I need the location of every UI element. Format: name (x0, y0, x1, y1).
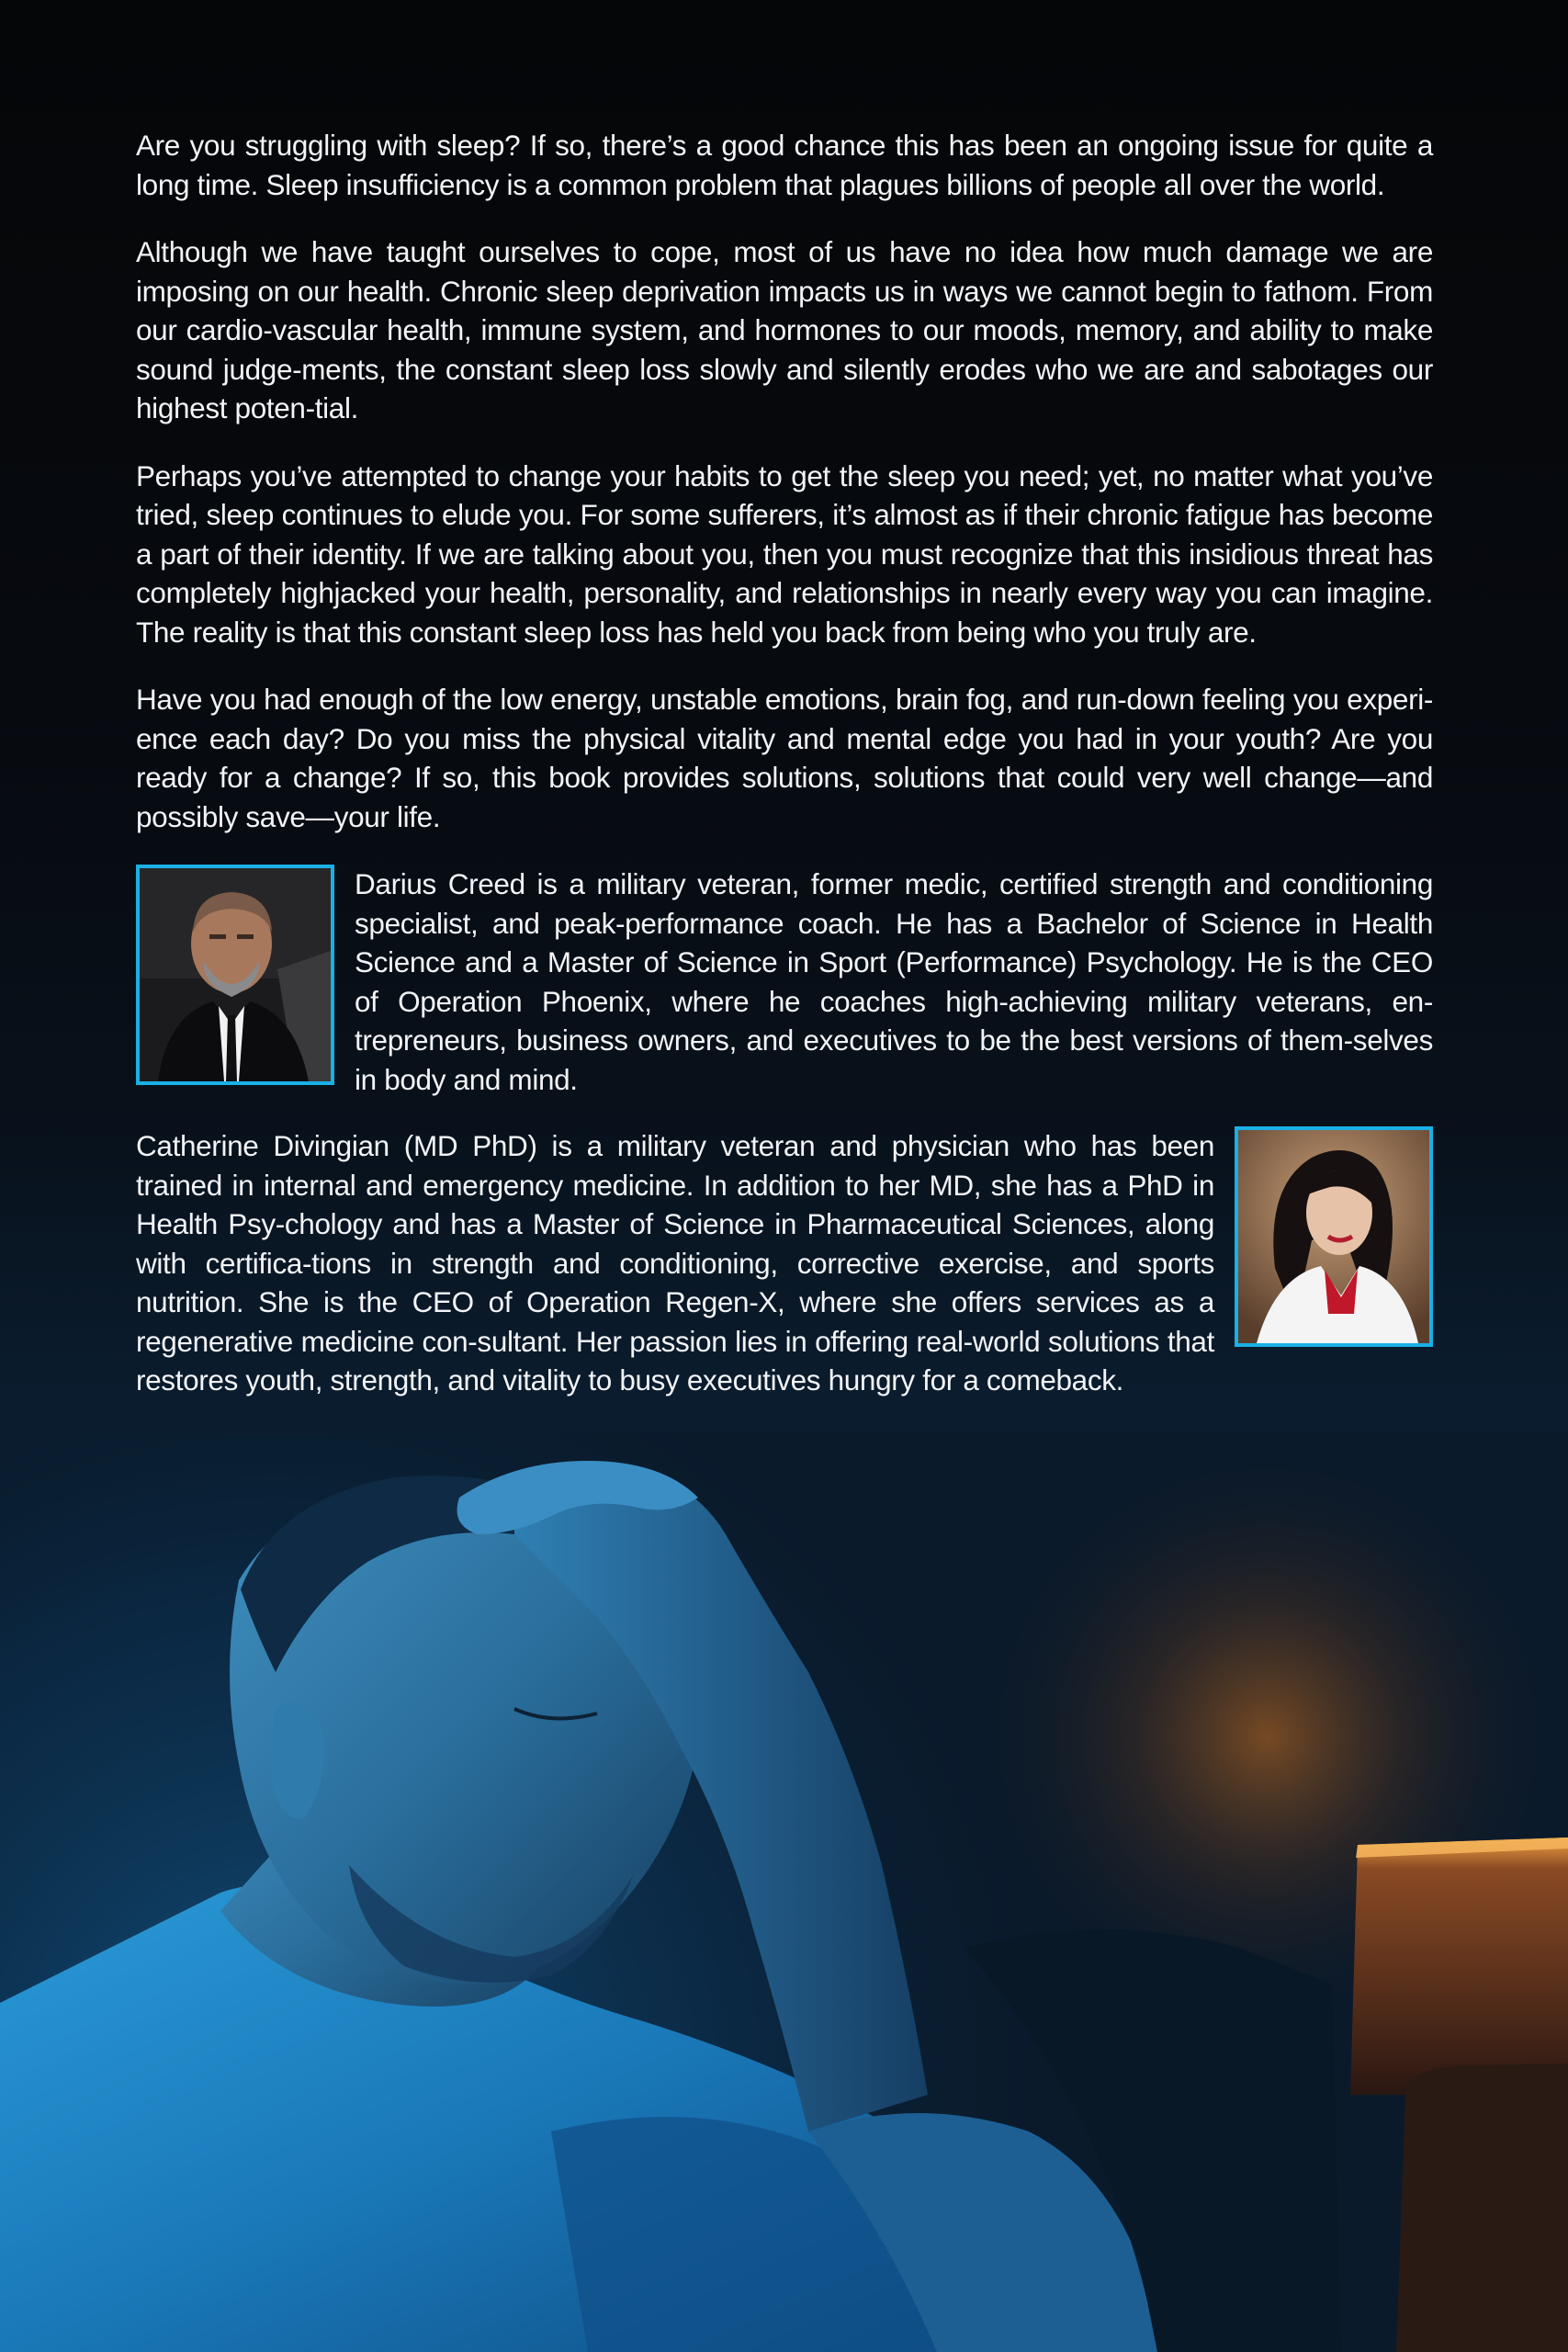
blurb-column (136, 126, 1433, 1400)
blurb-paragraph: Have you had enough of the low energy, unstable emotions, brain fog, and run-down feeling you experi-ence each day? Do you miss the physical vitality and mental edge you had in your youth? Are you ready for a change? If so, this book provides solutions, solutions that could very well change—and possibly save—your life. (136, 683, 1433, 833)
blurb-paragraph: Although we have taught ourselves to cope, most of us have no idea how much damage we are imposing on our health. Chronic sleep deprivation impacts us in ways we cannot begin to fathom. From our cardio-vascular health, immune system, and hormones to our moods, memory, and ability to make sound judge-ments, the constant sleep loss slowly and silently erodes who we are and sabotages our highest poten-tial. (136, 235, 1433, 424)
author-bio-text: Darius Creed is a military veteran, former medic, certified strength and conditioning specialist, and peak-performance coach. He has a Bachelor of Science in Health Science and a Master of Science in Sport (Performance) Psychology. He is the CEO of Operation Phoenix, where he coaches high-achieving military veterans, en-trepreneurs, business owners, and executives to be the best versions of them-selves in body and mind. (355, 867, 1433, 1096)
author-bio-catherine-divingian (136, 1126, 1433, 1400)
author-bio-text: Catherine Divingian (MD PhD) is a military veteran and physician who has been trained in internal and emergency medicine. In addition to her MD, she has a PhD in Health Psy-chology and has a Master of Science in Pharmaceutical Sciences, along with certifica-tions in strength and conditioning, corrective exercise, and sports nutrition. She is the CEO of Operation Regen-X, where she offers services as a regenerative medicine con-sultant. Her passion lies in offering real-world solutions that restores youth, strength, and vitality to busy executives hungry for a comeback. (136, 1129, 1214, 1396)
author-bio-darius-creed (136, 865, 1433, 1099)
blurb-paragraph: Are you struggling with sleep? If so, there’s a good chance this has been an ongoing issue for quite a long time. Sleep insufficiency is a common problem that plagues billions of people all over the world. (136, 129, 1433, 201)
author-photo-catherine-divingian (1235, 1126, 1433, 1347)
author-photo-darius-creed (136, 865, 334, 1085)
blurb-paragraph: Perhaps you’ve attempted to change your habits to get the sleep you need; yet, no matter what you’ve tried, sleep continues to elude you. For some sufferers, it’s almost as if their chronic fatigue has become a part of their identity. If we are talking about you, then you must recognize that this insidious threat has completely highjacked your health, personality, and relationships in nearly every way you can imagine. The reality is that this constant sleep loss has held you back from being who you truly are. (136, 458, 1433, 649)
cover-photo-tired-man (0, 1433, 1568, 2352)
